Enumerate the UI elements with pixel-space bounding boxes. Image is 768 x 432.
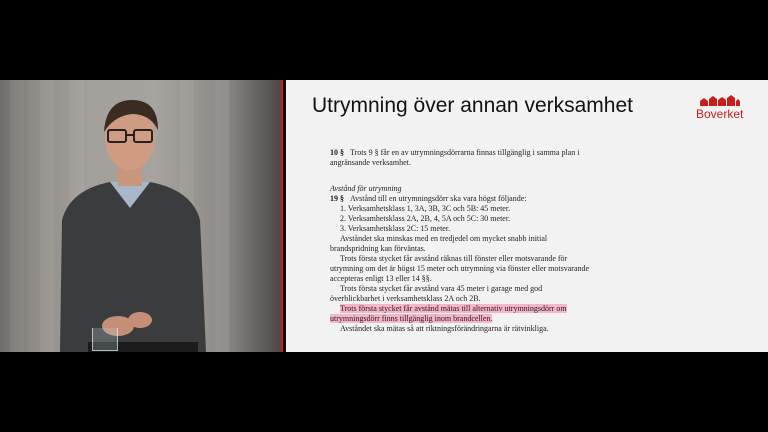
presenter-figure [0,80,281,352]
paragraph-c-line: överblickbarhet i verksamhetsklass 2A och 2B. [330,294,481,303]
boverket-logo [694,94,746,124]
section-10-line-2: angränsande verksamhet. [330,158,411,167]
logo-text: Boverket [696,107,744,121]
section-19-label: 19 § [330,194,344,203]
paragraph-b-line: accepteras enligt 13 eller 14 §§. [330,274,432,283]
slide-title: Utrymning över annan verksamhet [312,94,633,117]
highlighted-line: utrymningsdörr finns tillgänglig inom brandcellen. [330,314,493,323]
presentation-slide [286,80,768,352]
video-frame [0,80,768,352]
presenter-video [0,80,281,352]
section-10-label: 10 § [330,148,344,157]
section-19-line-1: 19 § Avstånd till en utrymningsdörr ska vara högst följande: [330,194,527,203]
logo-mark-icon [700,94,740,106]
subheading: Avstånd för utrymning [330,184,402,193]
regulation-text [330,148,630,334]
paragraph-a-line: Avståndet ska minskas med en tredjedel om mycket snabb initial [340,234,548,243]
list-item: 3. Verksamhetsklass 2C: 15 meter. [340,224,451,233]
list-item: 2. Verksamhetsklass 2A, 2B, 4, 5A och 5C: 30 meter. [340,214,511,223]
highlighted-line: Trots första stycket får avstånd mätas till alternativ utrymningsdörr om [340,304,567,313]
section-10-line-1: 10 § Trots 9 § får en av utrymningsdörrarna finnas tillgänglig i samma plan i [330,148,580,157]
water-glass [92,328,118,351]
paragraph-b-line: utrymning om det är högst 15 meter och utrymning via fönster eller motsvarande [330,264,590,273]
paragraph-last-line: Avståndet ska mätas så att riktningsförändringarna är rätvinkliga. [340,324,549,333]
paragraph-b-line: Trots första stycket får avstånd räknas till fönster eller motsvarande för [340,254,568,263]
list-item: 1. Verksamhetsklass 1, 3A, 3B, 3C och 5B: 45 meter. [340,204,511,213]
divider-bar [281,80,283,352]
paragraph-c-line: Trots första stycket får avstånd vara 45 meter i garage med god [340,284,543,293]
paragraph-a-line: brandspridning kan förväntas. [330,244,426,253]
